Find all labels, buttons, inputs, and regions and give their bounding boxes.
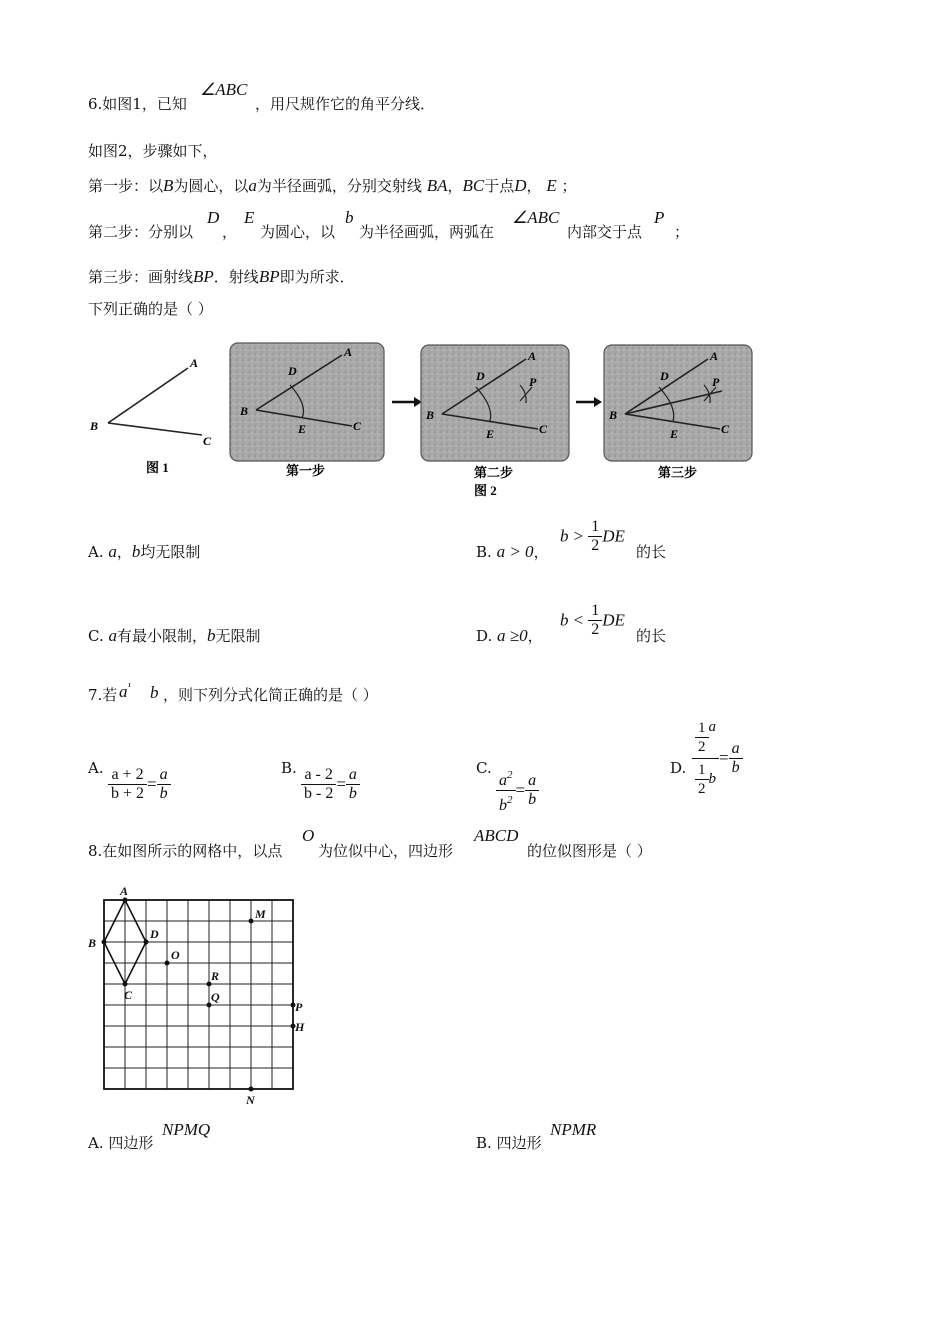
step1-point-e: E [546,176,557,195]
option-b-rel: > [573,526,584,546]
q7-c-lhs-num [496,766,516,791]
figure-step-2 [421,345,569,498]
option-b-de: DE [602,526,625,546]
fig1-caption: 图 1 [146,460,169,475]
grid-border [104,900,293,1089]
option-c-text-1: 有最小限制， [117,627,208,645]
q7-c-eq: = [515,780,526,800]
q7-b-lhs [301,766,336,803]
q6-step2-text-2: 为圆心，以 [260,223,336,241]
q7-a-rhs-den: b [159,785,168,802]
q7-option-a-expr [108,766,171,803]
q7-c-num-exp: 2 [507,769,513,781]
option-d-rel: < [573,610,584,630]
q6-step2-point-d: D [207,208,220,227]
grid-label-c: C [124,988,133,1002]
step1-label-a: A [344,345,353,359]
q8-stem-suffix: 的位似图形是（ ） [527,842,652,860]
q6-stem-prefix: 6.如图1，已知 [88,95,187,113]
q7-d-half-bottom-den: 2 [698,781,706,798]
option-d-cond: a ≥0 [497,626,528,645]
option-d-var-b: b [560,610,569,630]
point-n [249,1087,254,1092]
option-d-fraction [588,602,602,639]
q7-option-b-letter[interactable]: B. [281,759,297,777]
option-b-den: 2 [591,537,600,554]
q6-option-a[interactable] [88,542,200,562]
option-b-cond: a > 0 [496,542,534,561]
grid-label-o: O [171,948,180,962]
step3-text-2: ．射线 [213,268,259,286]
step3-caption: 第三步 [658,465,698,480]
q7-a-lhs [108,766,147,803]
q7-d-half-top [695,719,709,756]
option-a-var-b: b [131,542,141,561]
step3-label-p: P [712,375,720,389]
q6-option-c[interactable] [88,626,261,646]
grid-label-q: Q [211,990,220,1004]
q7-b-rhs-num: a [346,766,360,785]
step3-label-c: C [721,422,730,436]
q6-angle-abc: ∠ABC [200,80,248,99]
q7-option-c-expr [496,766,539,815]
arrow-2-head-icon [594,397,602,407]
option-letter: D. [476,627,493,645]
option-d-den: 2 [591,621,600,638]
option-d-comma: ， [527,627,543,645]
q6-step2-end: ； [674,223,690,241]
step1-radius-a: a [248,176,257,195]
point-o [165,961,170,966]
step1-comma-1: ， [447,177,463,195]
step1-label-b: B [240,404,249,418]
q8-stem-mid: 为位似中心，四边形 [318,842,454,860]
q7-d-var-b: b [708,771,716,787]
step1-text-2: 为圆心，以 [173,177,249,195]
option-letter: B. [476,1134,492,1152]
option-letter: A. [88,1134,104,1152]
step1-ray-ba: BA [426,176,448,195]
option-c-text-2: 无限制 [215,627,261,645]
q7-neq-symbol: ¹ [127,681,131,693]
point-c [123,982,128,987]
fig2-caption: 图 2 [474,483,497,498]
q7-c-lhs-den [496,791,516,815]
q6-option-b-lead[interactable] [476,542,549,562]
q7-d-var-a: a [708,719,716,735]
step3-text-3: 即为所求． [279,268,355,286]
option-b-text: 四边形 [496,1134,542,1152]
fig1-label-c: C [203,434,212,448]
q7-c-num-base: a [499,772,507,789]
q7-c-rhs-den: b [528,791,537,808]
q7-d-rhs-num: a [729,740,743,759]
grid-label-n: N [246,1093,255,1107]
option-b-comma: ， [533,543,549,561]
q7-a-rhs [157,766,171,803]
q7-option-a-letter[interactable]: A. [88,759,104,777]
q6-step2-point-p: P [654,208,665,227]
q7-b-eq: = [336,774,346,794]
q7-d-half-top-num: 1 [695,719,709,738]
q7-b-lhs-num: a - 2 [301,766,336,785]
q7-c-lhs [496,766,516,815]
q6-step2-angle: ∠ABC [512,208,560,227]
q6-option-d-text: 的长 [636,627,667,645]
q8-stem-prefix: 8.在如图所示的网格中，以点 [88,842,283,860]
option-a-text: 均无限制 [140,543,201,561]
option-a-var-a: a [108,542,117,561]
grid-label-d: D [150,927,159,941]
q8-option-a[interactable] [88,1133,153,1153]
q8-quad-abcd: ABCD [474,826,519,845]
q8-option-a-shape: NPMQ [162,1120,211,1139]
step1-text-3: 为半径画弧，分别交射线 [256,177,422,195]
option-b-fraction [588,518,602,555]
q6-step2-comma: ， [222,223,238,241]
step2-label-d: D [476,369,485,383]
q6-step1 [88,176,577,196]
option-b-num: 1 [588,518,602,537]
fig1-label-b: B [90,419,99,433]
step2-label-a: A [528,349,537,363]
figure-1 [89,356,212,475]
q7-d-lhs-den [692,759,719,798]
q7-d-half-bottom-num: 1 [695,761,709,780]
q6-step2-text-1: 第二步：分别以 [88,223,194,241]
q6-step2-text-3: 为半径画弧，两弧在 [359,223,495,241]
q8-option-b[interactable] [476,1133,542,1153]
step3-label-a: A [710,349,719,363]
option-c-var-b: b [207,626,216,645]
fig1-label-a: A [190,356,199,370]
q7-d-lhs [692,718,719,798]
option-b-var-b: b [560,526,569,546]
q7-c-rhs [525,772,539,809]
q6-option-d-lead[interactable] [476,626,543,646]
point-b [102,940,107,945]
step3-ray-bp-2: BP [258,267,280,286]
q7-c-den-base: b [499,797,507,814]
q7-b-rhs [346,766,360,803]
q7-c-den-exp: 2 [507,794,513,806]
point-d [144,940,149,945]
q7-d-eq: = [719,748,729,768]
q7-b-rhs-den: b [348,785,357,802]
grid-label-a: A [120,884,129,898]
q7-a-eq: = [147,774,157,794]
step3-label-b: B [609,408,618,422]
q8-option-b-shape: NPMR [550,1120,597,1139]
step3-label-e: E [670,427,679,441]
q6-step2-text-4: 内部交于点 [567,223,643,241]
step1-label-e: E [298,422,307,436]
step3-text-1: 第三步：画射线 [88,268,194,286]
q7-stem-suffix: ，则下列分式化简正确的是（ ） [163,686,378,704]
step2-label-b: B [426,408,435,422]
step1-text-4: 于点 [484,177,515,195]
q7-d-half-top-den: 2 [698,739,706,756]
q7-option-d-expr [692,718,743,798]
q6-option-b-expr [560,518,625,555]
step3-ray-bp: BP [193,267,214,286]
option-letter: C. [88,627,104,645]
q7-var-a [119,681,131,702]
q6-figures [80,335,770,505]
q7-a-lhs-den: b + 2 [111,785,145,802]
step1-point-d: D [514,176,527,195]
option-a-text: 四边形 [108,1134,154,1152]
point-m [249,919,254,924]
q7-d-half-bottom [695,761,709,798]
grid-label-r: R [211,969,220,983]
q6-stem [88,94,187,114]
q6-step2-point-e: E [244,208,255,227]
step1-comma-2: ， [526,177,542,195]
step1-point-b: B [163,176,174,195]
q6-step3 [88,267,355,287]
q6-step2-radius-b: b [345,208,354,227]
grid-label-h: H [295,1020,305,1034]
option-letter: A. [88,543,104,561]
q7-option-b-expr [301,766,360,803]
grid-label-p: P [295,1000,303,1014]
q6-fig2-intro: 如图2，步骤如下， [88,142,218,160]
step1-label-d: D [288,364,297,378]
q7-d-lhs-num [692,718,719,759]
q6-option-d-expr [560,602,625,639]
figure-step-3 [604,345,752,480]
option-a-comma: ， [116,543,132,561]
option-letter: B. [476,543,492,561]
step3-label-d: D [660,369,669,383]
q7-d-rhs-den: b [731,758,740,776]
step2-caption: 第二步 [474,465,514,480]
q8-point-o: O [302,826,315,845]
q7-c-rhs-num: a [525,772,539,791]
q7-a: a [119,682,128,701]
step1-caption: 第一步 [286,463,326,478]
q6-stem-suffix: ，用尺规作它的角平分线． [255,95,436,113]
grid-label-m: M [255,907,266,921]
step1-ray-bc: BC [462,176,485,195]
step1-label-c: C [353,419,362,433]
q7-d-rhs [729,740,743,777]
q8-grid-figure [84,882,324,1110]
grid-lines [104,900,293,1089]
option-d-num: 1 [588,602,602,621]
step2-label-p: P [529,375,537,389]
q7-var-b: b [150,683,159,702]
q7-a-lhs-num: a + 2 [108,766,147,785]
step2-label-e: E [486,427,495,441]
grid-label-b: B [88,936,97,950]
q7-option-d-letter[interactable]: D. [670,759,687,777]
q7-stem-prefix: 7.若 [88,686,118,704]
q7-b-lhs-den: b - 2 [304,785,334,802]
option-c-var-a: a [108,626,117,645]
step2-label-c: C [539,422,548,436]
q7-option-c-letter[interactable]: C. [476,759,492,777]
q7-a-rhs-num: a [157,766,171,785]
point-a [123,898,128,903]
step1-end: ； [561,177,577,195]
figure-step-1 [230,343,384,478]
option-d-de: DE [602,610,625,630]
q6-option-b-text: 的长 [636,543,667,561]
q6-question: 下列正确的是（ ） [88,300,213,318]
step1-text-1: 第一步：以 [88,177,164,195]
